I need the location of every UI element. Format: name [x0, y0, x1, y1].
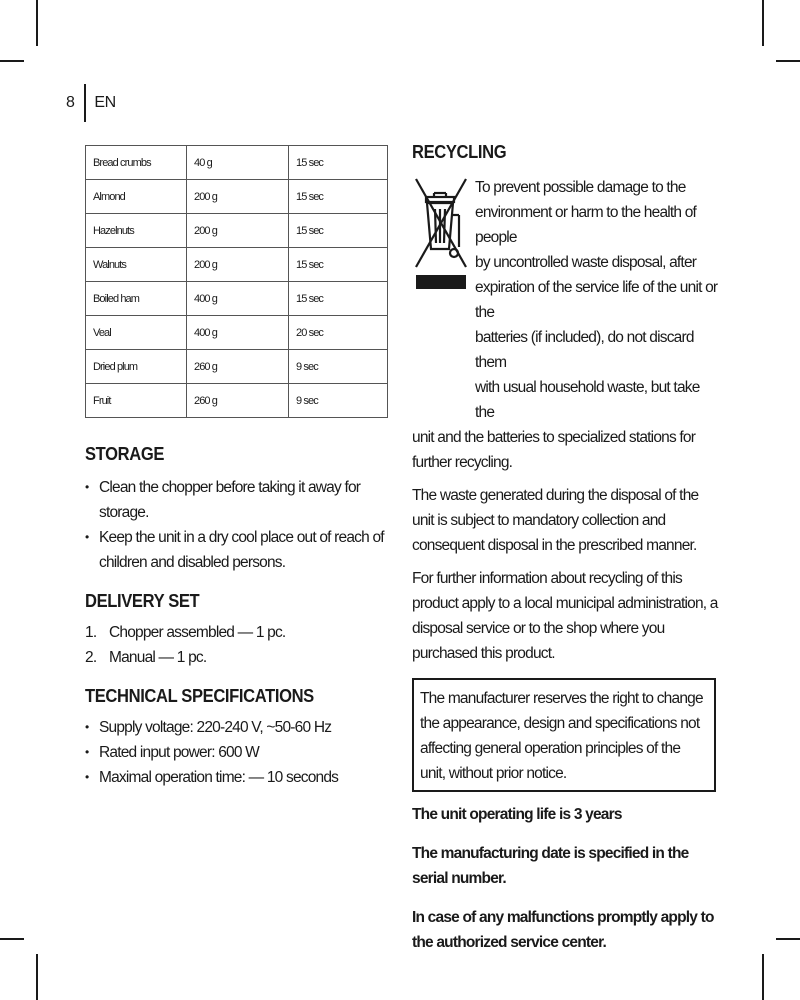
time-cell: 9 sec [289, 384, 388, 418]
list-item: • Supply voltage: 220-240 V, ~50-60 Hz [85, 715, 389, 740]
manufacturer-notice-box: The manufacturer reserves the right to change the appearance, design and specifications not affecting general operation principles of the unit, without prior notice. [412, 678, 716, 792]
table-row [86, 180, 388, 214]
recycling-line: batteries (if included), do not discard them [475, 329, 694, 371]
weight-cell: 200 g [187, 214, 289, 248]
table-row [86, 214, 388, 248]
time-cell: 20 sec [289, 316, 388, 350]
weight-cell: 260 g [187, 384, 289, 418]
recycling-heading: RECYCLING [412, 142, 507, 162]
header-divider [84, 84, 86, 122]
storage-list [85, 475, 389, 575]
time-cell: 15 sec [289, 248, 388, 282]
crop-mark [776, 938, 800, 940]
table-row [86, 146, 388, 180]
list-number: 2. [85, 649, 97, 666]
list-item: • Clean the chopper before taking it away for storage. [85, 475, 389, 525]
processing-table [85, 145, 388, 418]
crop-mark [762, 0, 764, 46]
recycling-info-paragraph: For further information about recycling of this product apply to a local municipal administration, a disposal service or to the shop where you purchased this product. [412, 570, 718, 662]
crop-mark [762, 954, 764, 1000]
page-number: 8 [66, 94, 75, 111]
weight-cell: 400 g [187, 282, 289, 316]
time-cell: 15 sec [289, 214, 388, 248]
time-cell: 15 sec [289, 146, 388, 180]
crop-mark [0, 938, 24, 940]
time-cell: 15 sec [289, 180, 388, 214]
recycling-line: by uncontrolled waste disposal, after [475, 254, 697, 271]
language-label: EN [94, 94, 116, 111]
technical-specifications-heading: TECHNICAL SPECIFICATIONS [85, 686, 314, 706]
recycling-line: expiration of the service life of the unit or the [475, 279, 718, 321]
crop-mark [0, 60, 24, 62]
page-header [66, 84, 116, 122]
crop-mark [36, 954, 38, 1000]
waste-collection-paragraph: The waste generated during the disposal of the unit is subject to mandatory collection and consequent disposal in the prescribed manner. [412, 487, 699, 554]
time-cell: 15 sec [289, 282, 388, 316]
table-row [86, 282, 388, 316]
recycling-line: with usual household waste, but take the [475, 379, 700, 421]
storage-heading: STORAGE [85, 444, 165, 464]
weight-cell: 200 g [187, 248, 289, 282]
product-cell: Boiled ham [86, 282, 187, 316]
table-row [86, 384, 388, 418]
weight-cell: 200 g [187, 180, 289, 214]
operating-life-note: The unit operating life is 3 years [412, 806, 622, 823]
recycling-block [412, 175, 718, 475]
list-text: Chopper assembled — 1 pc. [109, 624, 286, 641]
time-cell: 9 sec [289, 350, 388, 384]
list-text: Manual — 1 pc. [109, 649, 207, 666]
list-item: • Maximal operation time: — 10 seconds [85, 765, 389, 790]
service-center-note: In case of any malfunctions promptly apply to the authorized service center. [412, 909, 714, 951]
delivery-set-heading: DELIVERY SET [85, 591, 200, 611]
weight-cell: 40 g [187, 146, 289, 180]
list-item [85, 620, 389, 645]
list-number: 1. [85, 624, 97, 641]
product-cell: Walnuts [86, 248, 187, 282]
specs-list [85, 715, 389, 790]
recycling-line: To prevent possible damage to the [475, 179, 686, 196]
recycling-continuation: unit and the batteries to specialized stations for further recycling. [412, 429, 696, 471]
weight-cell: 260 g [187, 350, 289, 384]
table-row [86, 316, 388, 350]
list-item: • Keep the unit in a dry cool place out of reach of children and disabled persons. [85, 525, 389, 575]
table-row [86, 350, 388, 384]
product-cell: Almond [86, 180, 187, 214]
product-cell: Dried plum [86, 350, 187, 384]
list-item: • Rated input power: 600 W [85, 740, 389, 765]
crop-mark [776, 60, 800, 62]
list-item [85, 645, 389, 670]
recycling-line: environment or harm to the health of people [475, 204, 697, 246]
table-row [86, 248, 388, 282]
product-cell: Hazelnuts [86, 214, 187, 248]
product-cell: Fruit [86, 384, 187, 418]
manufacturing-date-note: The manufacturing date is specified in the serial number. [412, 845, 689, 887]
right-column [412, 142, 718, 955]
crop-mark [36, 0, 38, 46]
crossed-out-wheelie-bin-icon [412, 175, 470, 295]
delivery-list [85, 620, 389, 670]
product-cell: Veal [86, 316, 187, 350]
product-cell: Bread crumbs [86, 146, 187, 180]
left-column [85, 145, 389, 790]
weight-cell: 400 g [187, 316, 289, 350]
